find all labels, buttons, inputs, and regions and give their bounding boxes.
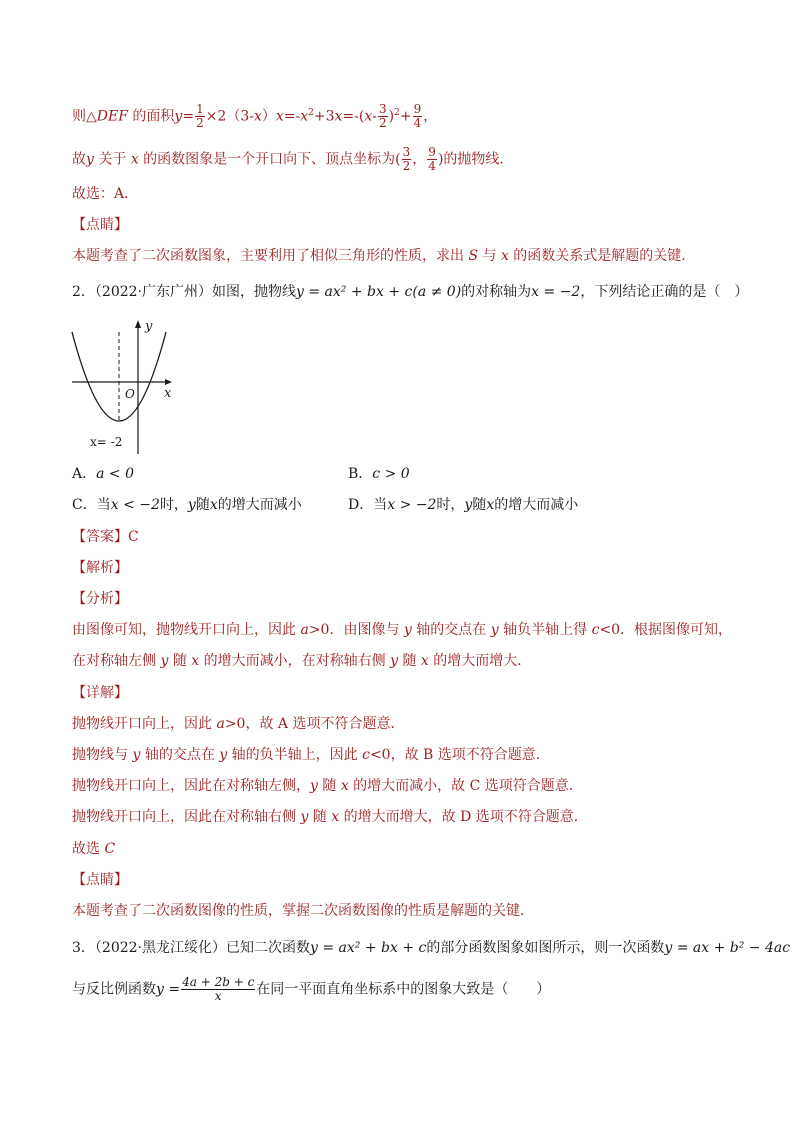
detail-line-3: 抛物线开口向上，因此在对称轴左侧，y 随 x 的增大而减小，故 C 选项符合题意． [72,778,583,794]
parabola-graph [62,314,192,459]
dianjing-heading-1: 【点睛】 [72,217,128,233]
option-d[interactable]: D．当x > −2时，y随x的增大而减小 [348,497,579,513]
option-c[interactable]: C．当x < −2时，y随x的增大而减小 [72,497,302,513]
choice-line-1: 故选：A． [72,186,139,202]
dianjing-heading-2: 【点睛】 [72,872,128,888]
x-axis-arrow [165,379,172,385]
xiangjie-heading: 【详解】 [72,685,128,701]
x-axis-label: x [164,386,172,401]
fenxi-heading: 【分析】 [72,591,128,607]
solution-line-vertex: 故y 关于 x 的函数图象是一个开口向下、顶点坐标为( $\frac{3}{2}$ ， $\frac{9}{4}$ )的抛物线． [72,145,514,173]
detail-line-4: 抛物线开口向上，因此在对称轴右侧 y 随 x 的增大而增大，故 D 选项不符合题意． [72,809,588,825]
detail-line-2: 抛物线与 y 轴的交点在 y 轴的负半轴上，因此 c<0，故 B 选项不符合题意． [72,747,550,763]
detail-line-1: 抛物线开口向上，因此 a>0，故 A 选项不符合题意． [72,716,405,732]
summary-line-2: 本题考查了二次函数图像的性质，掌握二次函数图像的性质是解题的关键． [72,903,534,919]
choice-line-2: 故选 C [72,841,116,857]
question-3-continued: 与反比例函数y = $\frac{4a + 2b + c}{x}$ 在同一平面直角坐标系中的图象大致是（ ） [72,975,551,1003]
option-b[interactable]: B．c > 0 [348,466,410,482]
summary-line-1: 本题考查了二次函数图象，主要利用了相似三角形的性质，求出 S 与 x 的函数关系式是解题的关键． [72,248,696,264]
answer-line: 【答案】C [72,529,139,545]
solution-line-area: 则△DEF 的面积y= $\frac{1}{2}$ $\times 2(3-x)x=-x^2+3x=-(x-$ $\frac{3}{2}$ )$^2$+ $\frac{9}{4}$ ， [72,102,438,131]
analysis-line-1: 由图像可知，抛物线开口向上，因此 a>0．由图像与 y 轴的交点在 y 轴负半轴上得 c<0．根据图像可知， [72,622,733,638]
y-axis-label: y [145,319,153,334]
option-a[interactable]: A．a < 0 [72,466,135,482]
jiexi-heading: 【解析】 [72,560,128,576]
symmetry-axis-label: x= -2 [90,435,123,449]
analysis-line-2: 在对称轴左侧 y 随 x 的增大而减小，在对称轴右侧 y 随 x 的增大而增大． [72,653,532,669]
question-3: 3．（2022·黑龙江绥化）已知二次函数y = ax² + bx + c的部分函数图象如图所示，则一次函数y = ax + b² − 4ac [72,940,791,956]
y-axis-arrow [135,320,141,328]
question-2: 2．（2022·广东广州）如图，抛物线y = ax² + bx + c(a ≠ 0)的对称轴为x = −2，下列结论正确的是（ ） [72,284,749,300]
origin-label: O [125,387,135,401]
